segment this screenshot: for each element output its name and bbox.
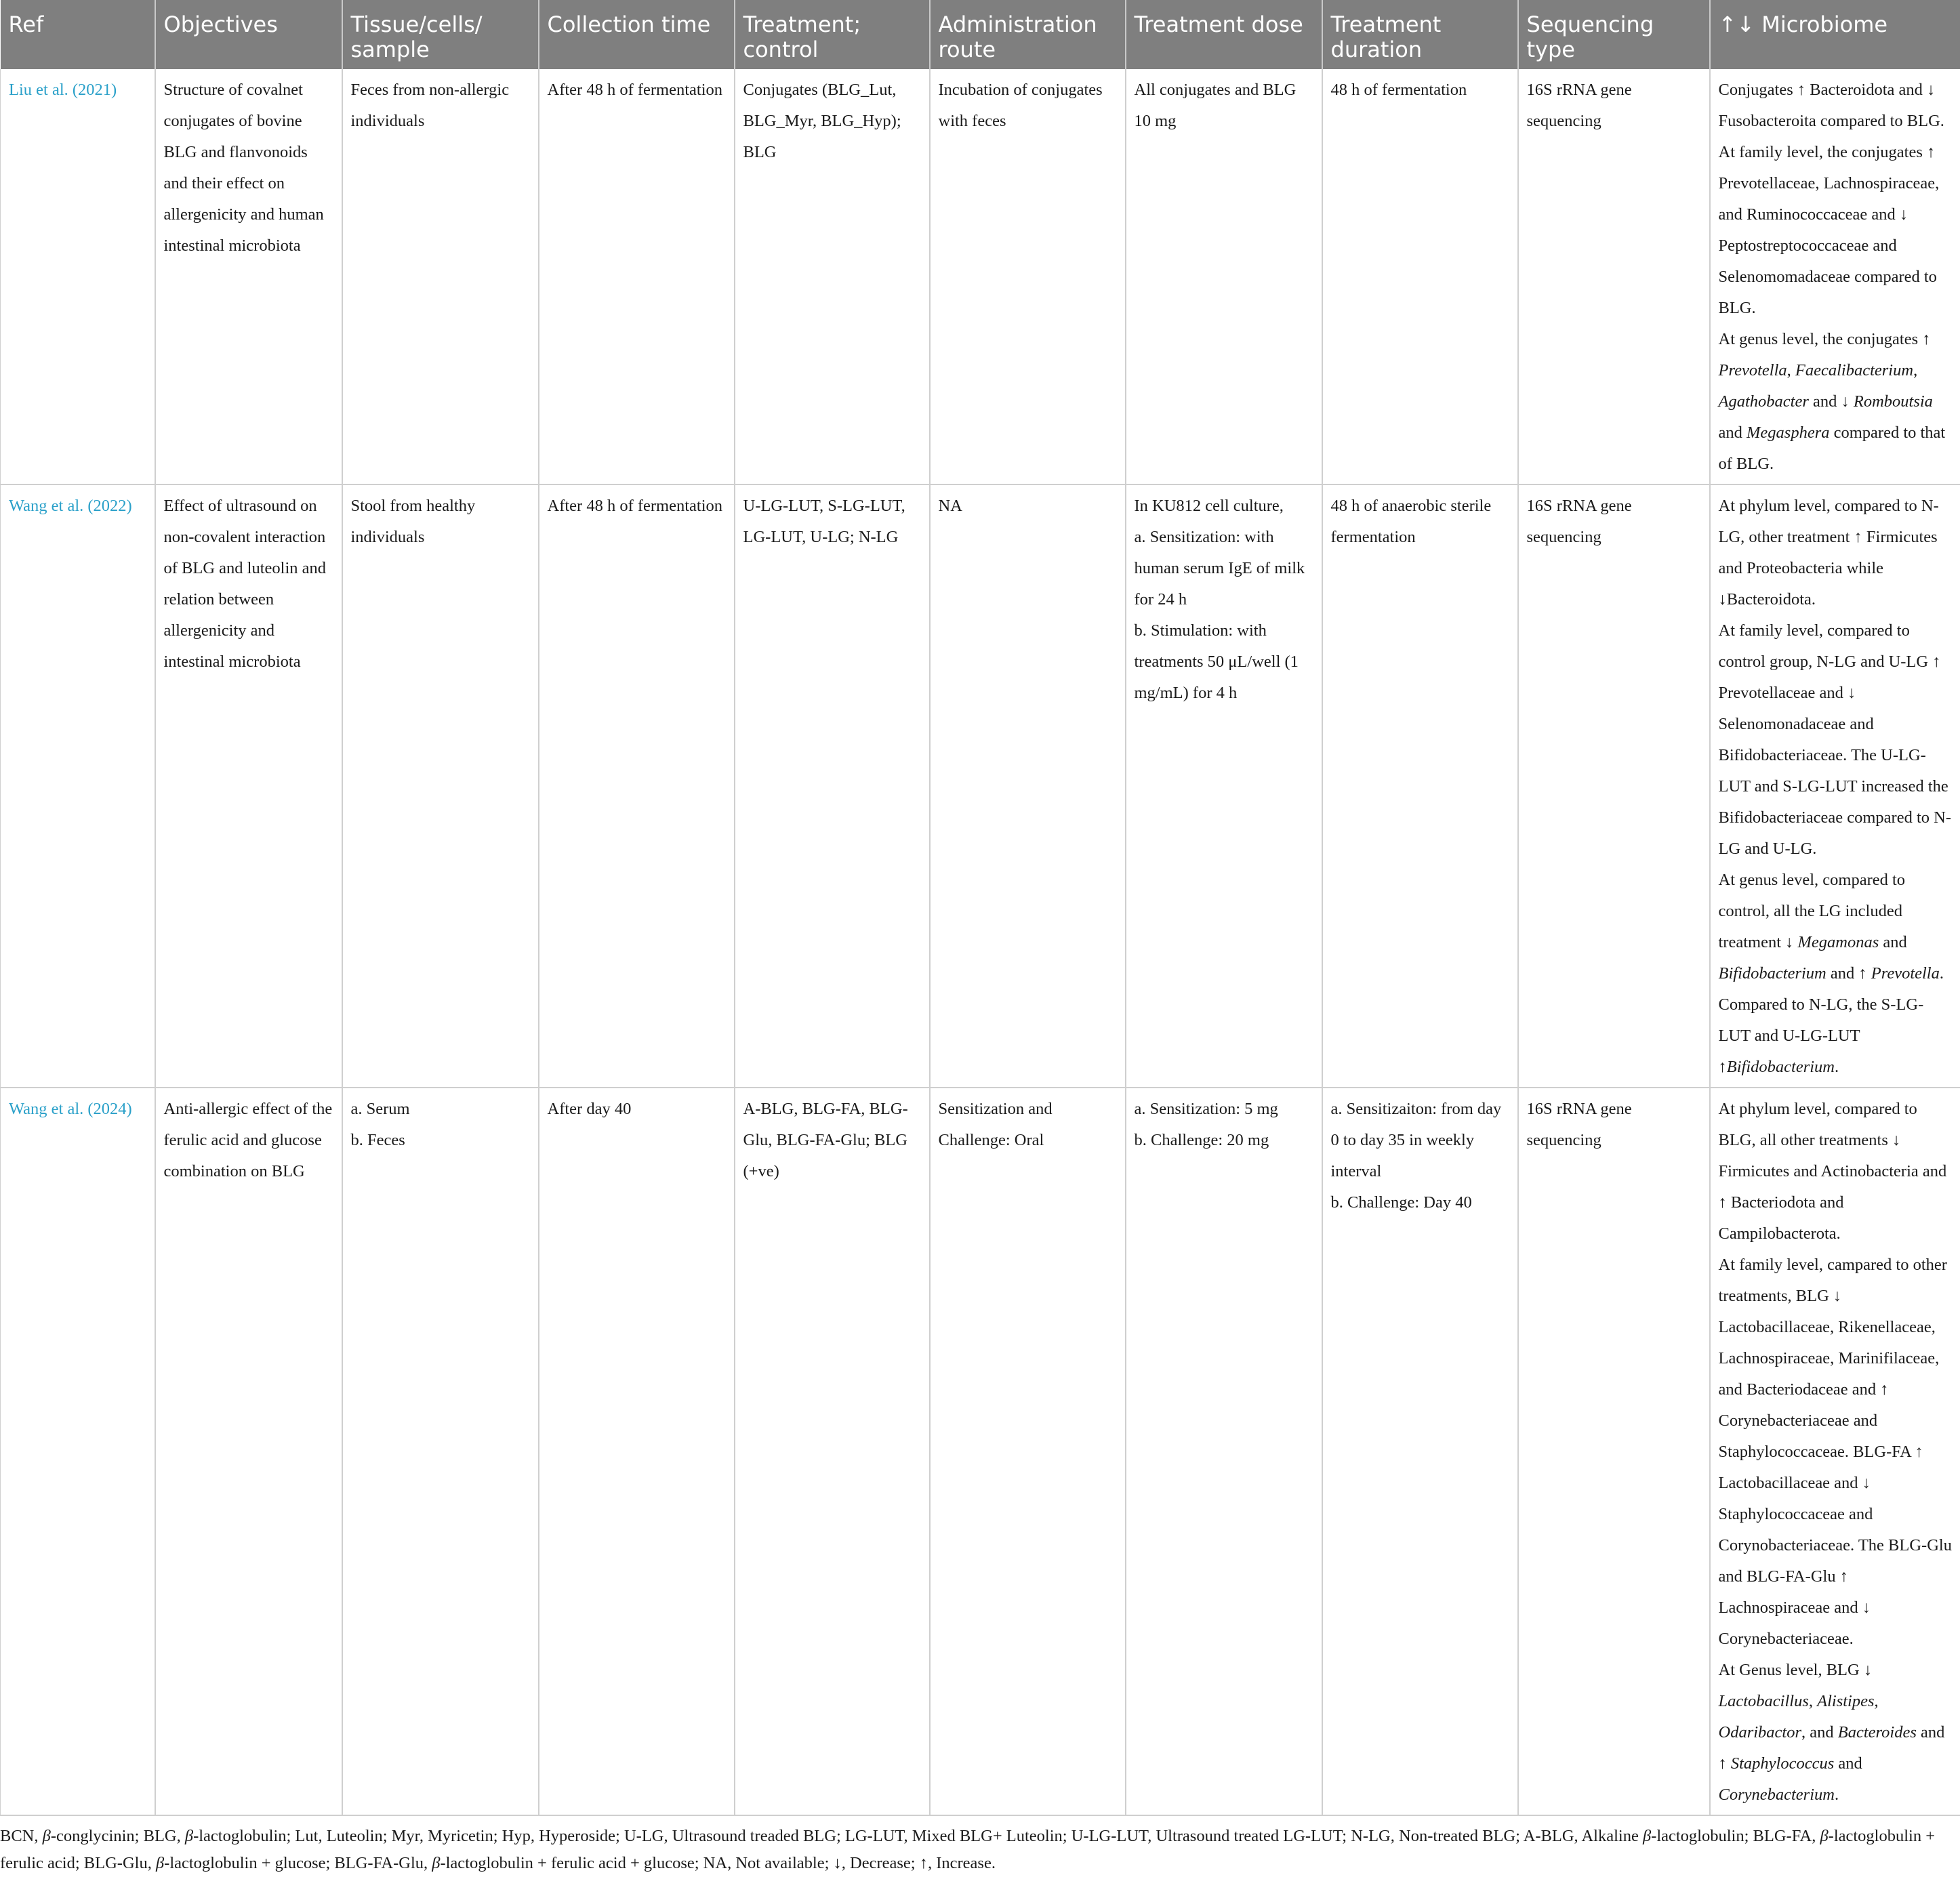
microbiome-paragraph xyxy=(1719,324,1953,480)
cell-microbiome xyxy=(1710,484,1960,1088)
cell-tissue xyxy=(342,69,539,484)
header-ref: Ref xyxy=(1,0,155,69)
italic-text: β xyxy=(1820,1827,1828,1845)
cell-collection-time: After 48 h of fermentation xyxy=(539,484,735,1088)
microbiome-paragraph xyxy=(1719,1094,1953,1250)
cell-microbiome xyxy=(1710,1088,1960,1815)
header-treatment-control: Treatment; control xyxy=(735,0,930,69)
duration-line: a. Sensitizaiton: from day 0 to day 35 in weekly interval xyxy=(1331,1094,1509,1187)
cell-duration xyxy=(1322,1088,1518,1815)
microbiome-paragraph xyxy=(1719,137,1953,324)
italic-text: Lactobacillus xyxy=(1719,1692,1809,1710)
tissue-line: Feces from non-allergic individuals xyxy=(351,75,530,137)
duration-line: 48 h of anaerobic sterile fermentation xyxy=(1331,491,1509,553)
cell-objectives: Structure of covalnet conjugates of bovine BLG and flanvonoids and their effect on allergenicity and human intestinal microbiota xyxy=(155,69,342,484)
microbiome-paragraph xyxy=(1719,75,1953,137)
italic-text: Prevotella xyxy=(1719,361,1787,379)
cell-treatment: U-LG-LUT, S-LG-LUT, LG-LUT, U-LG; N-LG xyxy=(735,484,930,1088)
table-footnote xyxy=(0,1816,1960,1877)
italic-text: β xyxy=(1643,1827,1651,1845)
italic-text: Staphylococcus xyxy=(1731,1754,1834,1773)
microbiome-paragraph xyxy=(1719,1250,1953,1655)
italic-text: β xyxy=(432,1854,440,1872)
cell-treatment: Conjugates (BLG_Lut, BLG_Myr, BLG_Hyp); BLG xyxy=(735,69,930,484)
ref-link[interactable]: Wang et al. (2022) xyxy=(9,497,132,515)
text-run: , xyxy=(1787,361,1795,379)
text-run: At genus level, the conjugates ↑ xyxy=(1719,330,1931,348)
cell-treatment: A-BLG, BLG-FA, BLG-Glu, BLG-FA-Glu; BLG (+ve) xyxy=(735,1088,930,1815)
text-run: compared to that of BLG. xyxy=(1719,424,1946,473)
italic-text: Bifidobacterium xyxy=(1719,964,1826,983)
dose-line: All conjugates and BLG 10 mg xyxy=(1135,75,1313,137)
cell-objectives: Anti-allergic effect of the ferulic acid and glucose combination on BLG xyxy=(155,1088,342,1815)
text-run: -lactoglobulin + glucose; BLG-FA-Glu, xyxy=(164,1854,432,1872)
cell-dose xyxy=(1126,69,1322,484)
cell-dose xyxy=(1126,484,1322,1088)
cell-duration xyxy=(1322,484,1518,1088)
header-row xyxy=(1,0,1960,69)
microbiome-paragraph xyxy=(1719,491,1953,615)
cell-microbiome xyxy=(1710,69,1960,484)
header-objectives: Objectives xyxy=(155,0,342,69)
italic-text: β xyxy=(43,1827,51,1845)
italic-text: Agathobacter xyxy=(1719,392,1809,411)
dose-line: a. Sensitization: with human serum IgE of milk for 24 h xyxy=(1135,522,1313,615)
cell-duration xyxy=(1322,69,1518,484)
text-run: . Compared to N-LG, the S-LG-LUT and U-LG-LUT ↑ xyxy=(1719,964,1944,1076)
italic-text: Megasphera xyxy=(1747,424,1829,442)
tissue-line: Stool from healthy individuals xyxy=(351,491,530,553)
cell-ref xyxy=(1,484,155,1088)
italic-text: Corynebacterium xyxy=(1719,1786,1835,1804)
cell-sequencing: 16S rRNA gene sequencing xyxy=(1518,1088,1710,1815)
cell-dose xyxy=(1126,1088,1322,1815)
header-administration-route: Administration route xyxy=(930,0,1126,69)
text-run: -lactoglobulin; BLG-FA, xyxy=(1651,1827,1820,1845)
text-run: and ↓ xyxy=(1809,392,1854,411)
italic-text: Bifidobacterium xyxy=(1727,1058,1835,1076)
text-run: -conglycinin; BLG, xyxy=(51,1827,185,1845)
cell-route: NA xyxy=(930,484,1126,1088)
table-row xyxy=(1,484,1960,1088)
text-run: . xyxy=(1835,1786,1839,1804)
table-row xyxy=(1,69,1960,484)
text-run: At phylum level, compared to N-LG, other treatment ↑ Firmicutes and Proteobacteria while ↓Bacteroidota. xyxy=(1719,497,1939,609)
header-microbiome: ↑↓ Microbiome xyxy=(1710,0,1960,69)
text-run: . xyxy=(1835,1058,1839,1076)
italic-text: Bacteroides xyxy=(1838,1723,1917,1741)
text-run: , xyxy=(1875,1692,1879,1710)
duration-line: b. Challenge: Day 40 xyxy=(1331,1187,1509,1218)
italic-text: Megamonas xyxy=(1798,933,1879,951)
text-run: -lactoglobulin + ferulic acid; BLG-Glu, xyxy=(0,1827,1935,1872)
text-run: At family level, compared to control group, N-LG and U-LG ↑ Prevotellaceae and ↓ Selenomonadaceae and Bifidobacteriaceae. The U-LG-LUT and S-LG-LUT increased the Bifidobacteriaceae compared to N-LG and U-LG. xyxy=(1719,621,1952,858)
italic-text: β xyxy=(185,1827,193,1845)
cell-route: Sensitization and Challenge: Oral xyxy=(930,1088,1126,1815)
cell-collection-time: After 48 h of fermentation xyxy=(539,69,735,484)
dose-line: b. Challenge: 20 mg xyxy=(1135,1125,1313,1156)
dose-line: b. Stimulation: with treatments 50 μL/well (1 mg/mL) for 4 h xyxy=(1135,615,1313,709)
cell-route: Incubation of conjugates with feces xyxy=(930,69,1126,484)
header-sequencing-type: Sequencing type xyxy=(1518,0,1710,69)
cell-sequencing: 16S rRNA gene sequencing xyxy=(1518,69,1710,484)
tissue-line: b. Feces xyxy=(351,1125,530,1156)
header-collection-time: Collection time xyxy=(539,0,735,69)
italic-text: Alistipes xyxy=(1817,1692,1874,1710)
tissue-line: a. Serum xyxy=(351,1094,530,1125)
text-run: and xyxy=(1879,933,1907,951)
dose-line: a. Sensitization: 5 mg xyxy=(1135,1094,1313,1125)
italic-text: Faecalibacterium xyxy=(1795,361,1913,379)
italic-text: Odaribactor xyxy=(1719,1723,1802,1741)
text-run: Conjugates ↑ Bacteroidota and ↓ Fusobacteroita compared to BLG. xyxy=(1719,81,1944,130)
cell-tissue xyxy=(342,484,539,1088)
text-run: -lactoglobulin + ferulic acid + glucose; NA, Not available; ↓, Decrease; ↑, Increase. xyxy=(440,1854,995,1872)
cell-sequencing: 16S rRNA gene sequencing xyxy=(1518,484,1710,1088)
duration-line: 48 h of fermentation xyxy=(1331,75,1509,106)
text-run: , and xyxy=(1801,1723,1838,1741)
microbiome-paragraph xyxy=(1719,615,1953,865)
text-run: At phylum level, compared to BLG, all other treatments ↓ Firmicutes and Actinobacteria and ↑ Bacteriodota and Campilobacterota. xyxy=(1719,1100,1947,1243)
text-run: At family level, campared to other treatments, BLG ↓ Lactobacillaceae, Rikenellaceae, Lachnospiraceae, Marinifilaceae, and Bacteriodaceae and ↑ Corynebacteriaceae and Staphylococcaceae. BLG-FA ↑ Lactobacillaceae and ↓ Staphylococcaceae and Corynobacteriaceae. The BLG-Glu and BLG-FA-Glu ↑ Lachnospiraceae and ↓ Corynebacteriaceae. xyxy=(1719,1256,1952,1648)
microbiome-paragraph xyxy=(1719,1655,1953,1811)
cell-ref xyxy=(1,1088,155,1815)
cell-collection-time: After day 40 xyxy=(539,1088,735,1815)
text-run: At family level, the conjugates ↑ Prevotellaceae, Lachnospiraceae, and Ruminococcaceae and ↓ Peptostreptococcaceae and Selenomomadaceae compared to BLG. xyxy=(1719,143,1940,317)
text-run: , xyxy=(1809,1692,1817,1710)
text-run: and ↑ xyxy=(1826,964,1871,983)
cell-ref xyxy=(1,69,155,484)
header-treatment-duration: Treatment duration xyxy=(1322,0,1518,69)
text-run: At Genus level, BLG ↓ xyxy=(1719,1661,1873,1679)
text-run: -lactoglobulin; Lut, Luteolin; Myr, Myricetin; Hyp, Hyperoside; U-LG, Ultrasound treaded BLG; LG-LUT, Mixed BLG+ Luteolin; U-LG-LUT, Ultrasound treated LG-LUT; N-LG, Non-treated BLG; A-BLG, Alkaline xyxy=(193,1827,1643,1845)
table-row xyxy=(1,1088,1960,1815)
text-run: and xyxy=(1719,424,1747,442)
text-run: BCN, xyxy=(0,1827,43,1845)
text-run: , xyxy=(1913,361,1917,379)
italic-text: Prevotella xyxy=(1871,964,1940,983)
text-run: and xyxy=(1834,1754,1862,1773)
text-run: At genus level, compared to control, all the LG included treatment ↓ xyxy=(1719,871,1906,951)
ref-link[interactable]: Liu et al. (2021) xyxy=(9,81,117,99)
dose-line: In KU812 cell culture, xyxy=(1135,491,1313,522)
text-run: and ↑ xyxy=(1719,1723,1945,1773)
header-tissue: Tissue/cells/ sample xyxy=(342,0,539,69)
microbiome-paragraph xyxy=(1719,865,1953,1083)
italic-text: Romboutsia xyxy=(1854,392,1933,411)
header-treatment-dose: Treatment dose xyxy=(1126,0,1322,69)
cell-objectives: Effect of ultrasound on non-covalent interaction of BLG and luteolin and relation between allergenicity and intestinal microbiota xyxy=(155,484,342,1088)
cell-tissue xyxy=(342,1088,539,1815)
ref-link[interactable]: Wang et al. (2024) xyxy=(9,1100,132,1118)
italic-text: β xyxy=(156,1854,164,1872)
